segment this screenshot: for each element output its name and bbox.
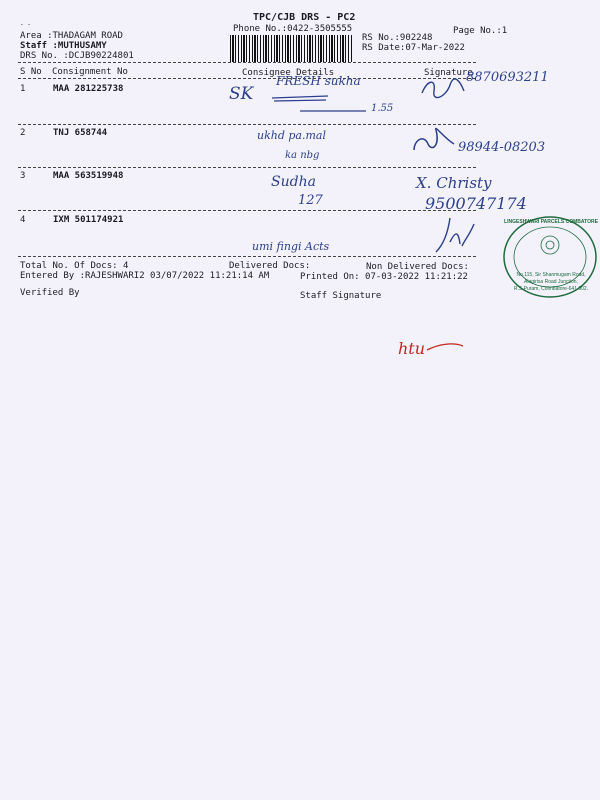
row-3-consignment: MAA 563519948 <box>53 171 124 181</box>
entered-by: Entered By :RAJESHWARI2 03/07/2022 11:21:14 AM <box>20 271 270 281</box>
handwritten-row4-name: umi fingi Acts <box>252 240 330 253</box>
row-2-sno: 2 <box>20 128 26 138</box>
row-3-sno: 3 <box>20 171 26 181</box>
phone-number: Phone No.:0422-3505555 <box>233 24 353 34</box>
verified-by: Verified By <box>20 288 80 298</box>
handwritten-row3-receiver: X. Christy <box>416 174 492 192</box>
strike-mark <box>298 106 368 116</box>
row-divider <box>18 210 476 211</box>
stamp-address-line1: No.115, Sir Shanmugam Road, <box>516 272 586 278</box>
handwritten-row1-name: FRESH sukha <box>276 74 361 88</box>
row-4-consignment: IXM 501174921 <box>53 215 124 225</box>
rs-date-field: RS Date:07-Mar-2022 <box>362 43 465 53</box>
corner-mark: - - <box>20 21 31 28</box>
handwritten-row3-detail: 127 <box>298 193 323 208</box>
stamp-ring-text: LINGESHWARI PARCELS COMBATORE <box>504 219 598 225</box>
page-number: Page No.:1 <box>453 26 508 36</box>
stamp-address-line3: R.S.Puram, Coimbatore-641 002. <box>513 286 589 292</box>
row-1-consignment: MAA 281225738 <box>53 84 124 94</box>
barcode <box>230 35 352 62</box>
handwritten-row2-phone: 98944-08203 <box>458 140 546 155</box>
document-title: TPC/CJB DRS - PC2 <box>253 12 356 23</box>
col-header-sno: S No <box>20 67 42 77</box>
divider <box>18 78 476 79</box>
signature-row2 <box>410 122 460 158</box>
handwritten-row2-detail: ka nbg <box>285 150 320 161</box>
handwritten-row3-phone: 9500747174 <box>425 194 527 213</box>
non-delivered-docs: Non Delivered Docs: <box>366 262 469 272</box>
row-divider <box>18 124 476 125</box>
row-1-sno: 1 <box>20 84 26 94</box>
total-docs: Total No. Of Docs: 4 <box>20 261 129 271</box>
stamp-address-line2: Alagirisa Road Junction, <box>524 279 578 285</box>
divider <box>18 62 476 63</box>
row-divider <box>18 167 476 168</box>
handwritten-row1-initials: SK <box>229 84 254 104</box>
strike-mark <box>270 92 330 104</box>
printed-on: Printed On: 07-03-2022 11:21:22 <box>300 272 468 282</box>
delivered-docs: Delivered Docs: <box>229 261 311 271</box>
red-ink-stroke <box>397 340 467 360</box>
col-header-signature: Signature <box>424 68 473 78</box>
row-4-sno: 4 <box>20 215 26 225</box>
handwritten-row1-note: 1.55 <box>371 103 394 114</box>
drs-number-field: DRS No. :DCJB90224801 <box>20 51 134 61</box>
divider <box>18 256 476 257</box>
handwritten-red-mark: htu <box>398 339 426 358</box>
col-header-consignment: Consignment No <box>52 67 128 77</box>
staff-field: Staff :MUTHUSAMY <box>20 41 107 51</box>
area-field: Area :THADAGAM ROAD <box>20 31 123 41</box>
row-2-consignment: TNJ 658744 <box>53 128 108 138</box>
handwritten-row1-phone: 8870693211 <box>466 70 549 85</box>
staff-signature-label: Staff Signature <box>300 291 382 301</box>
handwritten-row2-name: ukhd pa.mal <box>257 129 326 142</box>
rs-number-field: RS No.:902248 <box>362 33 433 43</box>
col-header-consignee: Consignee Details <box>242 68 335 78</box>
signature-row4 <box>430 214 480 256</box>
handwritten-row3-name: Sudha <box>271 174 316 190</box>
signature-row1 <box>420 75 480 103</box>
